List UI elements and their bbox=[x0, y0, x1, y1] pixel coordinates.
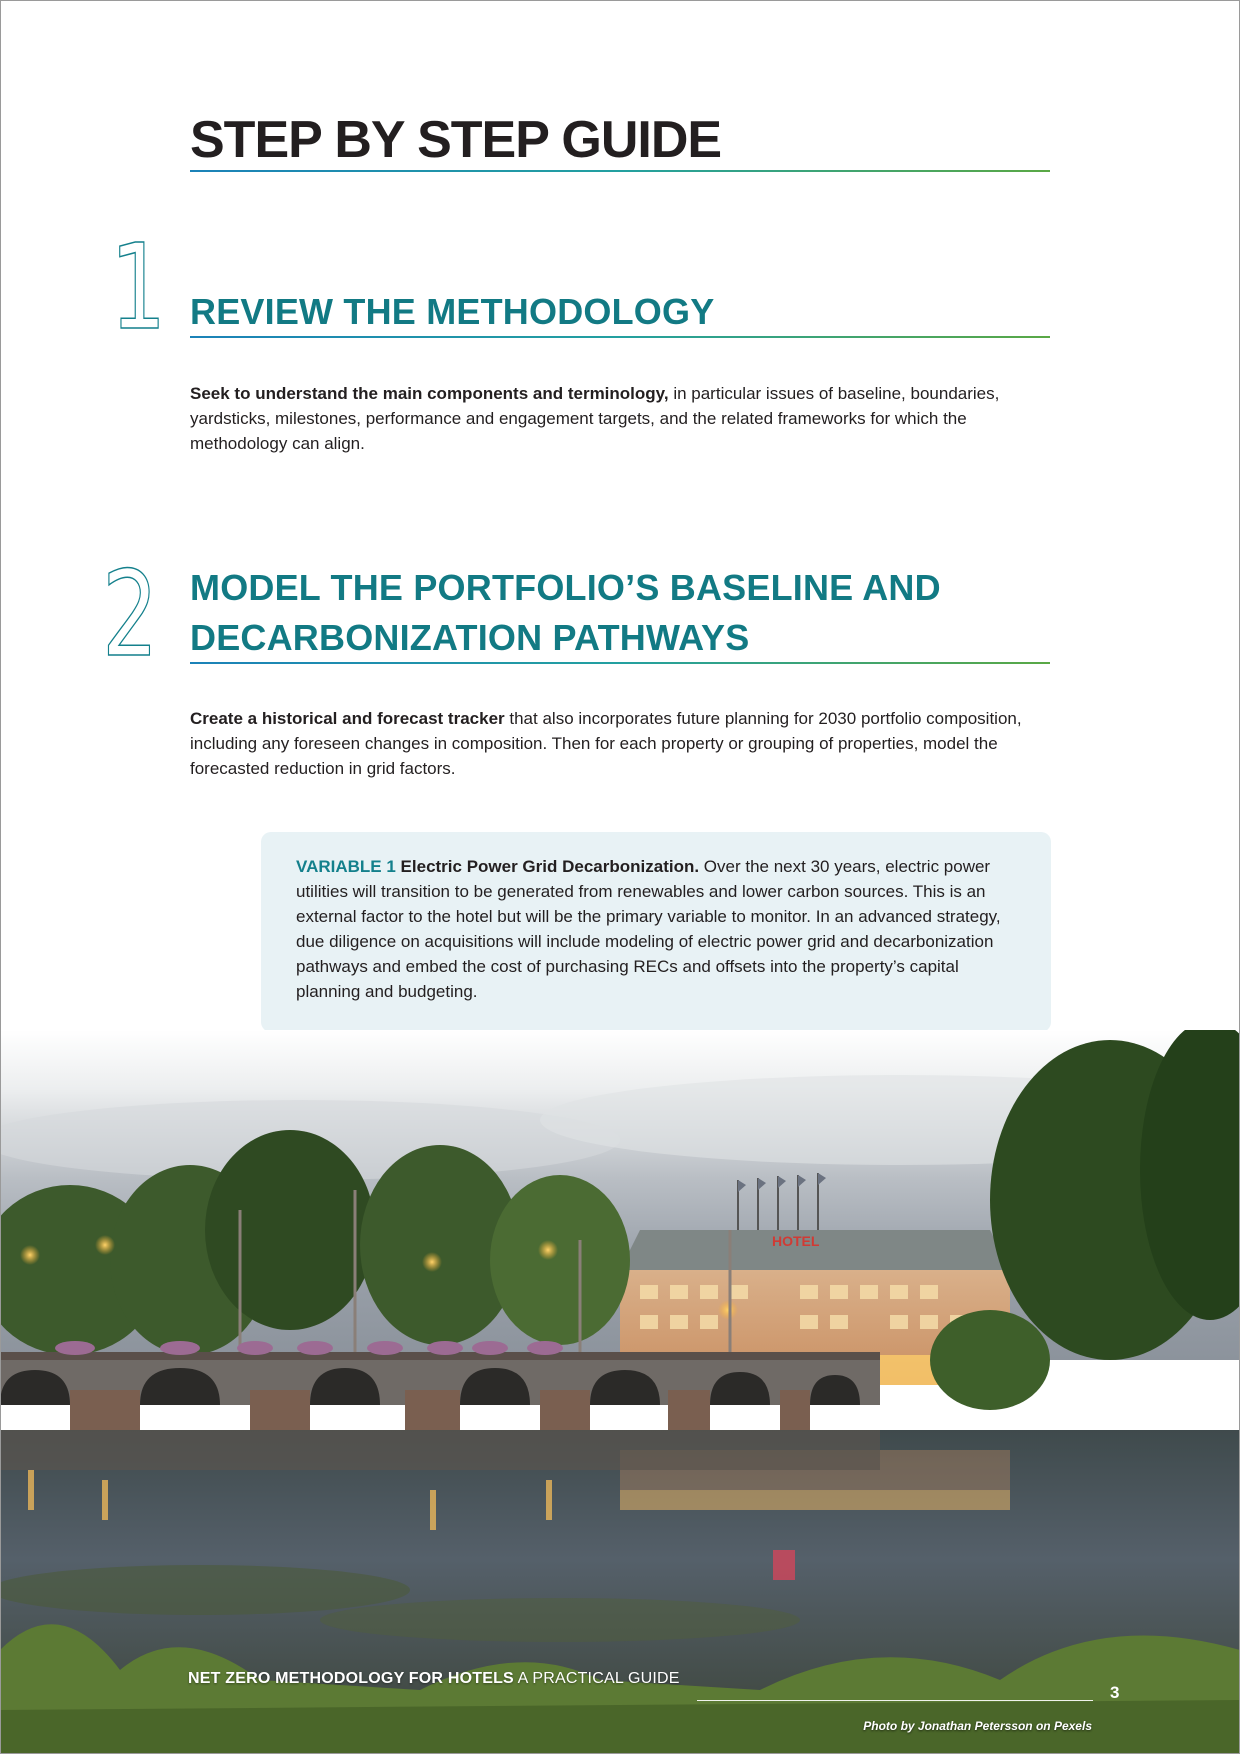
step-1-body-rest: in particular issues of baseline, boundaries, yardsticks, milestones, performance and engagement targets, and the related frameworks for which the methodology can align. bbox=[190, 384, 1000, 453]
callout-label: VARIABLE 1 bbox=[296, 857, 396, 876]
step-2-heading-line1: MODEL THE PORTFOLIO’S BASELINE AND bbox=[190, 567, 941, 608]
step-2-number: 2 bbox=[102, 545, 159, 683]
step-2-rule bbox=[190, 662, 1050, 664]
step-2-body-bold: Create a historical and forecast tracker bbox=[190, 709, 505, 728]
step-1-body bbox=[190, 381, 1052, 456]
variable-callout bbox=[261, 832, 1051, 1032]
step-1-number: 1 bbox=[110, 218, 167, 356]
photo-credit: Photo by Jonathan Petersson on Pexels bbox=[863, 1719, 1092, 1733]
step-1-body-bold: Seek to understand the main components and terminology, bbox=[190, 384, 669, 403]
footer-rule bbox=[697, 1700, 1093, 1701]
step-2-body-rest: that also incorporates future planning for 2030 portfolio composition, including any foreseen changes in composition. Then for each property or grouping of properties, model the forecasted reduction in grid factors. bbox=[190, 709, 1022, 778]
callout-text: Over the next 30 years, electric power utilities will transition to be generated from renewables and lower carbon sources. This is an external factor to the hotel but will be the primary variable to monitor. In an advanced strategy, due diligence on acquisitions will include modeling of electric power grid and decarbonization pathways and embed the cost of purchasing RECs and offsets into the property’s capital planning and budgeting. bbox=[296, 857, 1001, 1001]
hotel-bridge-photo bbox=[0, 1030, 1240, 1754]
page-title: STEP BY STEP GUIDE bbox=[190, 111, 722, 169]
title-rule bbox=[190, 170, 1050, 172]
footer-title bbox=[188, 1670, 680, 1688]
callout-title: Electric Power Grid Decarbonization. bbox=[400, 857, 700, 876]
step-1-rule bbox=[190, 336, 1050, 338]
step-2-heading-line2: DECARBONIZATION PATHWAYS bbox=[190, 617, 750, 658]
step-1-heading: REVIEW THE METHODOLOGY bbox=[190, 291, 715, 332]
photo-illustration bbox=[0, 1030, 1240, 1754]
footer-title-rest: A PRACTICAL GUIDE bbox=[513, 1670, 680, 1687]
footer-title-bold: NET ZERO METHODOLOGY FOR HOTELS bbox=[188, 1670, 514, 1687]
page-number: 3 bbox=[1110, 1683, 1120, 1702]
step-2-heading bbox=[190, 563, 941, 663]
hotel-sign: HOTEL bbox=[772, 1233, 820, 1249]
step-2-body bbox=[190, 706, 1052, 781]
